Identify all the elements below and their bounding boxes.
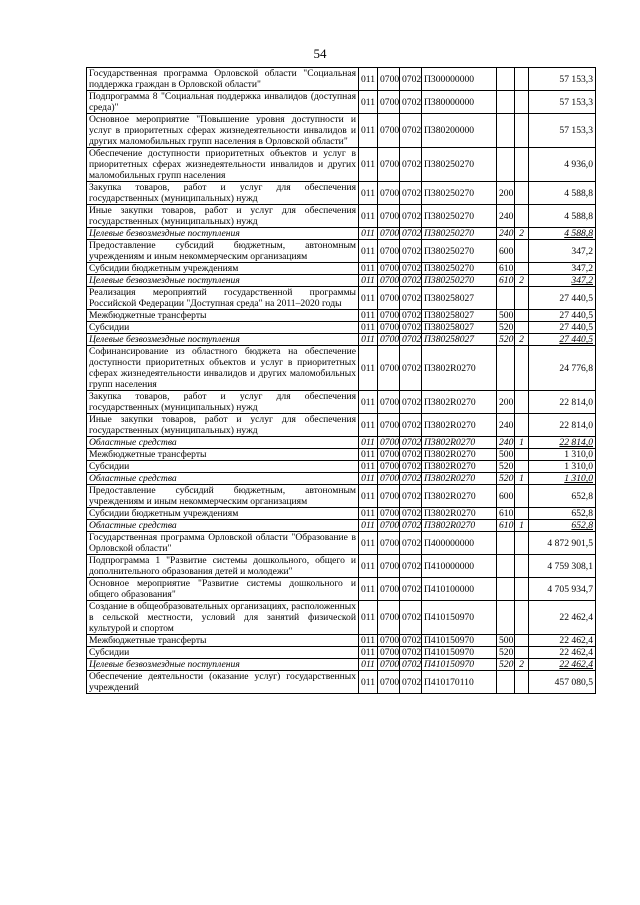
target-article-code: П3802R0270 [422, 461, 497, 473]
amount: 27 440,5 [529, 322, 596, 334]
subsection-code: 0702 [400, 508, 422, 520]
subsection-code: 0702 [400, 473, 422, 485]
expense-type-code [497, 555, 515, 578]
amount: 4 588,8 [529, 205, 596, 228]
section-code: 0700 [378, 532, 400, 555]
subsection-code: 0702 [400, 414, 422, 437]
target-article-code: П380258027 [422, 322, 497, 334]
ministry-code: 011 [359, 461, 378, 473]
expense-type-code: 240 [497, 437, 515, 449]
table-row [87, 310, 596, 322]
amount: 4 872 901,5 [529, 532, 596, 555]
amount: 57 153,3 [529, 68, 596, 91]
row-name: Предоставление субсидий бюджетным, автономным учреждениям и иным некоммерческим организациям [87, 485, 359, 508]
expense-type-code: 520 [497, 322, 515, 334]
funding-source-code [515, 182, 529, 205]
amount: 4 588,8 [529, 228, 596, 240]
target-article-code: П3802R0270 [422, 391, 497, 414]
ministry-code: 011 [359, 68, 378, 91]
section-code: 0700 [378, 68, 400, 91]
table-row [87, 346, 596, 391]
row-name: Обеспечение деятельности (оказание услуг) государственных учреждений [87, 671, 359, 694]
row-name: Государственная программа Орловской области "Социальная поддержка граждан в Орловской области" [87, 68, 359, 91]
subsection-code: 0702 [400, 334, 422, 346]
ministry-code: 011 [359, 473, 378, 485]
section-code: 0700 [378, 228, 400, 240]
ministry-code: 011 [359, 182, 378, 205]
expense-type-code: 240 [497, 228, 515, 240]
target-article-code: П380250270 [422, 148, 497, 182]
funding-source-code: 2 [515, 275, 529, 287]
section-code: 0700 [378, 275, 400, 287]
amount: 4 759 308,1 [529, 555, 596, 578]
amount: 347,2 [529, 240, 596, 263]
expense-type-code: 610 [497, 520, 515, 532]
expense-type-code: 520 [497, 647, 515, 659]
amount: 22 462,4 [529, 647, 596, 659]
expense-type-code: 600 [497, 485, 515, 508]
ministry-code: 011 [359, 578, 378, 601]
funding-source-code [515, 391, 529, 414]
target-article-code: П380258027 [422, 334, 497, 346]
row-name: Целевые безвозмездные поступления [87, 334, 359, 346]
ministry-code: 011 [359, 601, 378, 635]
section-code: 0700 [378, 91, 400, 114]
subsection-code: 0702 [400, 148, 422, 182]
row-name: Межбюджетные трансферты [87, 310, 359, 322]
section-code: 0700 [378, 148, 400, 182]
ministry-code: 011 [359, 148, 378, 182]
amount: 22 462,4 [529, 601, 596, 635]
table-row [87, 671, 596, 694]
expense-type-code: 500 [497, 310, 515, 322]
ministry-code: 011 [359, 635, 378, 647]
row-name: Целевые безвозмездные поступления [87, 659, 359, 671]
ministry-code: 011 [359, 520, 378, 532]
section-code: 0700 [378, 555, 400, 578]
target-article-code: П3802R0270 [422, 414, 497, 437]
section-code: 0700 [378, 346, 400, 391]
funding-source-code [515, 671, 529, 694]
target-article-code: П300000000 [422, 68, 497, 91]
expense-type-code: 520 [497, 473, 515, 485]
funding-source-code [515, 346, 529, 391]
funding-source-code [515, 240, 529, 263]
funding-source-code: 2 [515, 334, 529, 346]
target-article-code: П380250270 [422, 205, 497, 228]
table-row [87, 449, 596, 461]
row-name: Закупка товаров, работ и услуг для обеспечения государственных (муниципальных) нужд [87, 182, 359, 205]
section-code: 0700 [378, 473, 400, 485]
table-row [87, 275, 596, 287]
target-article-code: П410150970 [422, 601, 497, 635]
table-row [87, 68, 596, 91]
section-code: 0700 [378, 310, 400, 322]
subsection-code: 0702 [400, 240, 422, 263]
amount: 22 814,0 [529, 391, 596, 414]
target-article-code: П380000000 [422, 91, 497, 114]
subsection-code: 0702 [400, 310, 422, 322]
ministry-code: 011 [359, 647, 378, 659]
table-row [87, 263, 596, 275]
row-name: Субсидии бюджетным учреждениям [87, 508, 359, 520]
section-code: 0700 [378, 437, 400, 449]
funding-source-code [515, 310, 529, 322]
table-row [87, 508, 596, 520]
ministry-code: 011 [359, 508, 378, 520]
table-row [87, 647, 596, 659]
target-article-code: П380250270 [422, 240, 497, 263]
row-name: Областные средства [87, 437, 359, 449]
row-name: Целевые безвозмездные поступления [87, 275, 359, 287]
funding-source-code [515, 647, 529, 659]
subsection-code: 0702 [400, 68, 422, 91]
subsection-code: 0702 [400, 578, 422, 601]
section-code: 0700 [378, 240, 400, 263]
subsection-code: 0702 [400, 449, 422, 461]
row-name: Основное мероприятие "Развитие системы дошкольного и общего образования" [87, 578, 359, 601]
ministry-code: 011 [359, 263, 378, 275]
expense-type-code: 240 [497, 205, 515, 228]
section-code: 0700 [378, 205, 400, 228]
target-article-code: П380250270 [422, 228, 497, 240]
funding-source-code [515, 91, 529, 114]
amount: 652,8 [529, 520, 596, 532]
ministry-code: 011 [359, 346, 378, 391]
ministry-code: 011 [359, 391, 378, 414]
ministry-code: 011 [359, 449, 378, 461]
expense-type-code: 600 [497, 240, 515, 263]
expense-type-code: 240 [497, 414, 515, 437]
subsection-code: 0702 [400, 601, 422, 635]
funding-source-code [515, 508, 529, 520]
table-row [87, 635, 596, 647]
section-code: 0700 [378, 287, 400, 310]
ministry-code: 011 [359, 437, 378, 449]
expense-type-code [497, 578, 515, 601]
funding-source-code [515, 148, 529, 182]
row-name: Иные закупки товаров, работ и услуг для обеспечения государственных (муниципальных) нужд [87, 414, 359, 437]
amount: 57 153,3 [529, 91, 596, 114]
expense-type-code: 610 [497, 263, 515, 275]
funding-source-code: 1 [515, 473, 529, 485]
ministry-code: 011 [359, 532, 378, 555]
ministry-code: 011 [359, 334, 378, 346]
amount: 1 310,0 [529, 461, 596, 473]
expense-type-code: 200 [497, 182, 515, 205]
funding-source-code: 1 [515, 437, 529, 449]
expense-type-code [497, 287, 515, 310]
subsection-code: 0702 [400, 659, 422, 671]
table-row [87, 205, 596, 228]
subsection-code: 0702 [400, 346, 422, 391]
expense-type-code: 500 [497, 449, 515, 461]
funding-source-code [515, 601, 529, 635]
funding-source-code [515, 114, 529, 148]
expense-type-code [497, 148, 515, 182]
section-code: 0700 [378, 508, 400, 520]
target-article-code: П410170110 [422, 671, 497, 694]
section-code: 0700 [378, 182, 400, 205]
funding-source-code [515, 322, 529, 334]
table-row [87, 182, 596, 205]
ministry-code: 011 [359, 114, 378, 148]
ministry-code: 011 [359, 414, 378, 437]
expense-type-code [497, 601, 515, 635]
funding-source-code: 1 [515, 520, 529, 532]
funding-source-code [515, 287, 529, 310]
amount: 457 080,5 [529, 671, 596, 694]
section-code: 0700 [378, 414, 400, 437]
expense-type-code: 610 [497, 275, 515, 287]
row-name: Областные средства [87, 473, 359, 485]
funding-source-code [515, 461, 529, 473]
subsection-code: 0702 [400, 322, 422, 334]
section-code: 0700 [378, 334, 400, 346]
target-article-code: П3802R0270 [422, 473, 497, 485]
section-code: 0700 [378, 647, 400, 659]
ministry-code: 011 [359, 555, 378, 578]
target-article-code: П380258027 [422, 287, 497, 310]
table-row [87, 148, 596, 182]
row-name: Субсидии [87, 461, 359, 473]
budget-table [86, 67, 596, 694]
subsection-code: 0702 [400, 287, 422, 310]
row-name: Софинансирование из областного бюджета на обеспечение доступности приоритетных объектов и услуг в приоритетных сферах жизнедеятельности инвалидов и других маломобильных групп населения [87, 346, 359, 391]
subsection-code: 0702 [400, 520, 422, 532]
expense-type-code [497, 346, 515, 391]
amount: 22 462,4 [529, 659, 596, 671]
section-code: 0700 [378, 114, 400, 148]
target-article-code: П3802R0270 [422, 437, 497, 449]
amount: 4 936,0 [529, 148, 596, 182]
subsection-code: 0702 [400, 275, 422, 287]
table-row [87, 334, 596, 346]
amount: 652,8 [529, 485, 596, 508]
ministry-code: 011 [359, 659, 378, 671]
table-row [87, 228, 596, 240]
target-article-code: П380250270 [422, 275, 497, 287]
table-row [87, 473, 596, 485]
expense-type-code: 520 [497, 461, 515, 473]
expense-type-code [497, 68, 515, 91]
subsection-code: 0702 [400, 437, 422, 449]
row-name: Обеспечение доступности приоритетных объектов и услуг в приоритетных сферах жизнедеятельности инвалидов и других маломобильных групп населения [87, 148, 359, 182]
amount: 652,8 [529, 508, 596, 520]
target-article-code: П3802R0270 [422, 449, 497, 461]
budget-table-body [87, 68, 596, 694]
expense-type-code: 500 [497, 635, 515, 647]
section-code: 0700 [378, 461, 400, 473]
target-article-code: П3802R0270 [422, 346, 497, 391]
section-code: 0700 [378, 449, 400, 461]
row-name: Государственная программа Орловской области "Образование в Орловской области" [87, 532, 359, 555]
ministry-code: 011 [359, 228, 378, 240]
amount: 27 440,5 [529, 287, 596, 310]
ministry-code: 011 [359, 287, 378, 310]
amount: 4 588,8 [529, 182, 596, 205]
row-name: Создание в общеобразовательных организациях, расположенных в сельской местности, условий для занятий физической культурой и спортом [87, 601, 359, 635]
table-row [87, 240, 596, 263]
expense-type-code [497, 91, 515, 114]
row-name: Подпрограмма 8 "Социальная поддержка инвалидов (доступная среда)" [87, 91, 359, 114]
ministry-code: 011 [359, 205, 378, 228]
funding-source-code [515, 555, 529, 578]
subsection-code: 0702 [400, 91, 422, 114]
expense-type-code [497, 671, 515, 694]
table-row [87, 391, 596, 414]
table-row [87, 322, 596, 334]
funding-source-code [515, 485, 529, 508]
target-article-code: П410150970 [422, 659, 497, 671]
row-name: Целевые безвозмездные поступления [87, 228, 359, 240]
section-code: 0700 [378, 578, 400, 601]
funding-source-code [515, 635, 529, 647]
funding-source-code [515, 532, 529, 555]
funding-source-code [515, 449, 529, 461]
funding-source-code: 2 [515, 228, 529, 240]
target-article-code: П400000000 [422, 532, 497, 555]
row-name: Субсидии [87, 647, 359, 659]
funding-source-code [515, 205, 529, 228]
section-code: 0700 [378, 520, 400, 532]
target-article-code: П3802R0270 [422, 520, 497, 532]
subsection-code: 0702 [400, 461, 422, 473]
target-article-code: П410150970 [422, 647, 497, 659]
row-name: Межбюджетные трансферты [87, 635, 359, 647]
amount: 27 440,5 [529, 334, 596, 346]
table-row [87, 287, 596, 310]
table-row [87, 485, 596, 508]
funding-source-code: 2 [515, 659, 529, 671]
row-name: Закупка товаров, работ и услуг для обеспечения государственных (муниципальных) нужд [87, 391, 359, 414]
subsection-code: 0702 [400, 485, 422, 508]
expense-type-code [497, 532, 515, 555]
section-code: 0700 [378, 322, 400, 334]
target-article-code: П380250270 [422, 263, 497, 275]
row-name: Подпрограмма 1 "Развитие системы дошкольного, общего и дополнительного образования детей и молодежи" [87, 555, 359, 578]
table-row [87, 414, 596, 437]
table-row [87, 555, 596, 578]
target-article-code: П380250270 [422, 182, 497, 205]
subsection-code: 0702 [400, 391, 422, 414]
expense-type-code: 520 [497, 334, 515, 346]
section-code: 0700 [378, 263, 400, 275]
amount: 22 462,4 [529, 635, 596, 647]
table-row [87, 532, 596, 555]
target-article-code: П3802R0270 [422, 508, 497, 520]
subsection-code: 0702 [400, 205, 422, 228]
row-name: Областные средства [87, 520, 359, 532]
target-article-code: П410150970 [422, 635, 497, 647]
expense-type-code: 520 [497, 659, 515, 671]
row-name: Основное мероприятие "Повышение уровня доступности и услуг в приоритетных сферах жизнедеятельности инвалидов и других маломобильных групп населения в Орловской области" [87, 114, 359, 148]
funding-source-code [515, 578, 529, 601]
expense-type-code: 610 [497, 508, 515, 520]
table-row [87, 461, 596, 473]
amount: 24 776,8 [529, 346, 596, 391]
row-name: Предоставление субсидий бюджетным, автономным учреждениям и иным некоммерческим организациям [87, 240, 359, 263]
expense-type-code: 200 [497, 391, 515, 414]
target-article-code: П380200000 [422, 114, 497, 148]
section-code: 0700 [378, 601, 400, 635]
row-name: Реализация мероприятий государственной программы Российской Федерации "Доступная среда" на 2011–2020 годы [87, 287, 359, 310]
subsection-code: 0702 [400, 263, 422, 275]
ministry-code: 011 [359, 322, 378, 334]
row-name: Субсидии [87, 322, 359, 334]
page-number: 54 [313, 46, 327, 61]
ministry-code: 011 [359, 671, 378, 694]
table-row [87, 578, 596, 601]
funding-source-code [515, 263, 529, 275]
subsection-code: 0702 [400, 671, 422, 694]
row-name: Субсидии бюджетным учреждениям [87, 263, 359, 275]
amount: 22 814,0 [529, 437, 596, 449]
amount: 347,2 [529, 263, 596, 275]
target-article-code: П410100000 [422, 578, 497, 601]
row-name: Межбюджетные трансферты [87, 449, 359, 461]
amount: 4 705 934,7 [529, 578, 596, 601]
section-code: 0700 [378, 659, 400, 671]
subsection-code: 0702 [400, 635, 422, 647]
target-article-code: П3802R0270 [422, 485, 497, 508]
subsection-code: 0702 [400, 114, 422, 148]
table-row [87, 437, 596, 449]
amount: 347,2 [529, 275, 596, 287]
section-code: 0700 [378, 635, 400, 647]
subsection-code: 0702 [400, 555, 422, 578]
subsection-code: 0702 [400, 647, 422, 659]
subsection-code: 0702 [400, 182, 422, 205]
target-article-code: П380258027 [422, 310, 497, 322]
amount: 57 153,3 [529, 114, 596, 148]
table-row [87, 601, 596, 635]
ministry-code: 011 [359, 485, 378, 508]
row-name: Иные закупки товаров, работ и услуг для обеспечения государственных (муниципальных) нужд [87, 205, 359, 228]
section-code: 0700 [378, 391, 400, 414]
section-code: 0700 [378, 671, 400, 694]
table-row [87, 520, 596, 532]
funding-source-code [515, 414, 529, 437]
ministry-code: 011 [359, 310, 378, 322]
amount: 22 814,0 [529, 414, 596, 437]
funding-source-code [515, 68, 529, 91]
section-code: 0700 [378, 485, 400, 508]
table-row [87, 114, 596, 148]
table-row [87, 91, 596, 114]
target-article-code: П410000000 [422, 555, 497, 578]
amount: 1 310,0 [529, 449, 596, 461]
ministry-code: 011 [359, 91, 378, 114]
amount: 1 310,0 [529, 473, 596, 485]
expense-type-code [497, 114, 515, 148]
table-row [87, 659, 596, 671]
subsection-code: 0702 [400, 532, 422, 555]
amount: 27 440,5 [529, 310, 596, 322]
ministry-code: 011 [359, 240, 378, 263]
subsection-code: 0702 [400, 228, 422, 240]
ministry-code: 011 [359, 275, 378, 287]
